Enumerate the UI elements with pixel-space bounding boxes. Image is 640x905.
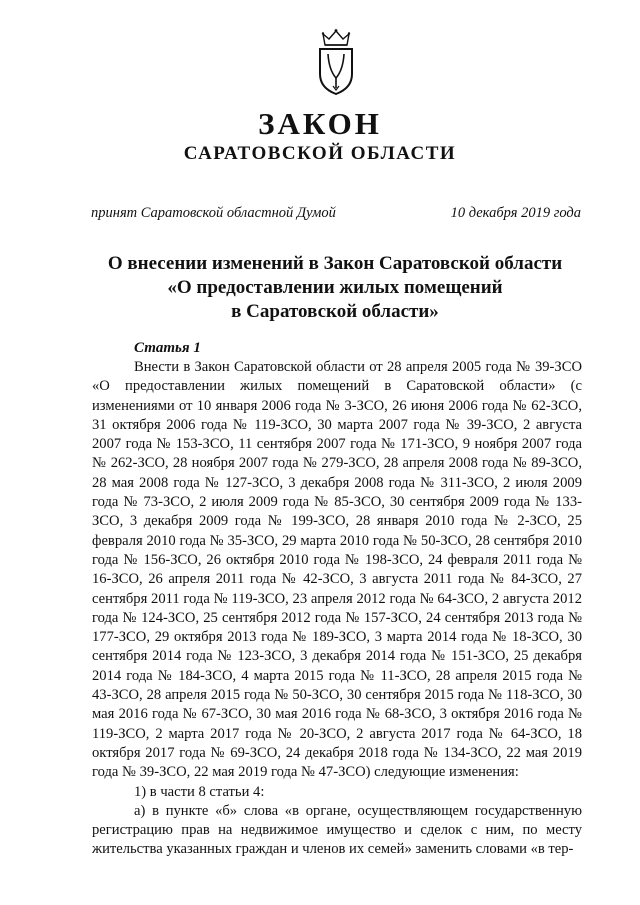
adopted-by: принят Саратовской областной Думой	[91, 205, 336, 221]
heading-line-1: О внесении изменений в Закон Саратовской области	[107, 253, 563, 274]
adoption-date: 10 декабря 2019 года	[450, 205, 581, 221]
law-title: ЗАКОН	[258, 106, 382, 141]
heading-line-2: «О предоставлении жилых помещений	[167, 277, 503, 298]
paragraph-amendments: Внести в Закон Саратовской области от 28 апреля 2005 года № 39-ЗСО «О предоставлении жилых помещений в Саратовской области» (с изменениями от 10 января 2006 года № 3-ЗСО, 26 июня 2006 года № 62-ЗСО, 31 октября 2006 года № 119-ЗСО, 30 марта 2007 года № 39-ЗСО, 2 августа 2007 года № 153-ЗСО, 11 сентября 2007 года № 171-ЗСО, 9 ноября 2007 года № 262-ЗСО, 28 ноября 2007 года № 279-ЗСО, 28 апреля 2008 года № 89-ЗСО, 28 мая 2008 года № 127-ЗСО, 3 декабря 2008 года № 311-ЗСО, 2 июля 2009 года № 73-ЗСО, 2 июля 2009 года № 85-ЗСО, 30 сентября 2009 года № 133-ЗСО, 3 декабря 2009 года № 199-ЗСО, 28 января 2010 года № 2-ЗСО, 25 февраля 2010 года № 35-ЗСО, 29 марта 2010 года № 50-ЗСО, 28 сентября 2010 года № 156-ЗСО, 26 октября 2010 года № 198-ЗСО, 24 февраля 2011 года № 16-ЗСО, 26 апреля 2011 года № 42-ЗСО, 3 августа 2011 года № 84-ЗСО, 27 сентября 2011 года № 119-ЗСО, 23 апреля 2012 года № 64-ЗСО, 2 августа 2012 года № 124-ЗСО, 25 сентября 2012 года № 157-ЗСО, 24 сентября 2013 года № 177-ЗСО, 29 октября 2013 года № 189-ЗСО, 3 марта 2014 года № 18-ЗСО, 30 сентября 2014 года № 123-ЗСО, 3 декабря 2014 года № 151-ЗСО, 25 декабря 2014 года № 184-ЗСО, 4 марта 2015 года № 11-ЗСО, 28 апреля 2015 года № 43-ЗСО, 28 апреля 2015 года № 50-ЗСО, 30 сентября 2015 года № 118-ЗСО, 30 мая 2016 года № 67-ЗСО, 30 мая 2016 года № 68-ЗСО, 3 октября 2016 года № 119-ЗСО, 2 марта 2017 года № 20-ЗСО, 2 августа 2017 года № 64-ЗСО, 18 октября 2017 года № 69-ЗСО, 24 декабря 2018 года № 134-ЗСО, 22 мая 2019 года № 39-ЗСО, 22 мая 2019 года № 47-ЗСО) следующие изменения:	[92, 359, 582, 781]
document-heading	[60, 252, 610, 324]
paragraph-item-a: а) в пункте «б» слова «в органе, осуществляющем государственную регистрацию прав на недвижимое имущество и сделок с ним, по месту жительства указанных граждан и членов их семей» заменить словами «в тер-	[92, 802, 582, 858]
region-subtitle: САРАТОВСКОЙ ОБЛАСТИ	[183, 143, 457, 164]
article-title: Статья 1	[134, 340, 201, 356]
coat-of-arms-icon	[316, 28, 356, 96]
article-body	[92, 358, 582, 860]
paragraph-item-1: 1) в части 8 статьи 4:	[134, 783, 265, 800]
heading-line-3: в Саратовской области»	[231, 301, 439, 322]
